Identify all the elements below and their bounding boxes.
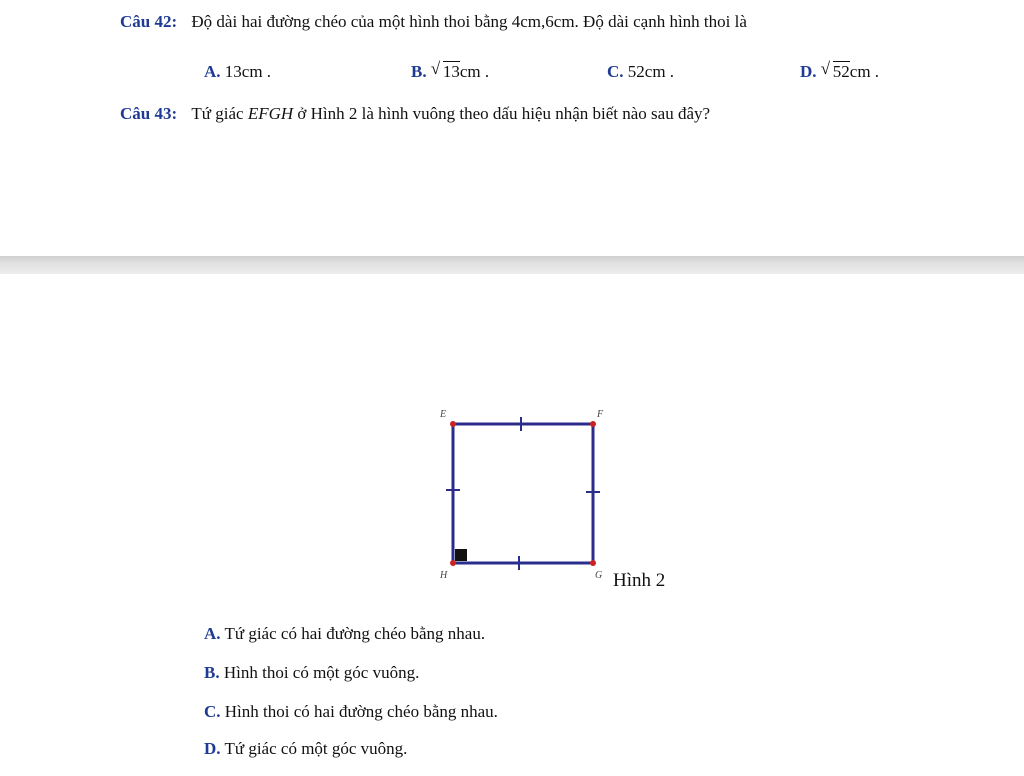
- vertex-label-g: G: [595, 570, 603, 581]
- right-angle-marker: [455, 549, 467, 561]
- tick-marks: [446, 417, 600, 570]
- question-43: [120, 104, 710, 124]
- answer-option[interactable]: [204, 663, 419, 683]
- option-text: Tứ giác có một góc vuông.: [224, 739, 408, 758]
- option-text: Hình thoi có một góc vuông.: [223, 663, 420, 682]
- vertex-points: [450, 421, 596, 566]
- point-h: [450, 560, 456, 566]
- radicand: 52: [832, 62, 850, 81]
- answer-option[interactable]: [204, 624, 485, 644]
- radicand: 13: [442, 62, 460, 81]
- answer-option[interactable]: [204, 739, 407, 759]
- page-bottom: [0, 274, 1024, 776]
- page-separator: [0, 256, 1024, 274]
- answer-option[interactable]: [204, 702, 498, 722]
- option-letter: A.: [204, 62, 221, 81]
- vertex-label-f: F: [597, 409, 604, 420]
- square-root: √ 13: [430, 59, 460, 81]
- option-letter: C.: [204, 702, 221, 721]
- option-letter: B.: [411, 62, 427, 81]
- option-unit: cm .: [849, 62, 880, 81]
- option-text: Tứ giác có hai đường chéo bằng nhau.: [224, 624, 486, 643]
- square-outline: [453, 424, 593, 563]
- question-text-after: ở Hình 2 là hình vuông theo dấu hiệu nhận biết nào sau đây?: [297, 104, 711, 123]
- question-text-before: Tứ giác: [191, 104, 244, 123]
- point-g: [590, 560, 596, 566]
- option-text: 13cm .: [224, 62, 272, 81]
- question-text: Độ dài hai đường chéo của một hình thoi bằng 4cm,6cm. Độ dài cạnh hình thoi là: [191, 12, 747, 31]
- answer-option[interactable]: [204, 62, 271, 82]
- option-letter: B.: [204, 663, 220, 682]
- option-unit: cm .: [459, 62, 490, 81]
- option-letter: D.: [800, 62, 817, 81]
- page-top: [0, 0, 1024, 256]
- question-42: [120, 12, 747, 32]
- answer-option[interactable]: [607, 62, 674, 82]
- option-letter: D.: [204, 739, 221, 758]
- option-letter: C.: [607, 62, 624, 81]
- vertex-label-e: E: [440, 409, 447, 420]
- option-text: 52cm .: [627, 62, 675, 81]
- quadrilateral-name: EFGH: [247, 104, 294, 123]
- square-root: √ 52: [820, 59, 850, 81]
- answer-option[interactable]: [800, 59, 880, 82]
- question-label: Câu 43:: [120, 104, 178, 123]
- question-label: Câu 42:: [120, 12, 178, 31]
- answer-option[interactable]: [411, 59, 490, 82]
- point-f: [590, 421, 596, 427]
- figure-caption: Hình 2: [613, 570, 666, 591]
- option-letter: A.: [204, 624, 221, 643]
- option-text: Hình thoi có hai đường chéo bằng nhau.: [224, 702, 498, 721]
- vertex-label-h: H: [440, 570, 448, 581]
- square-figure: [0, 274, 1024, 604]
- point-e: [450, 421, 456, 427]
